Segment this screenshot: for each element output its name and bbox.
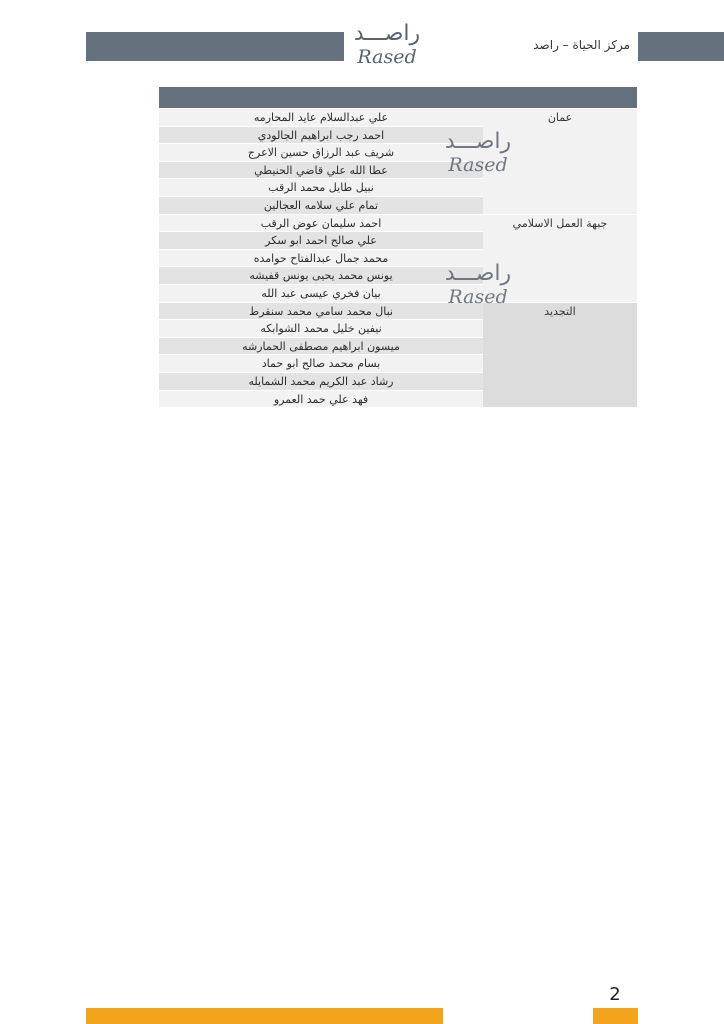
candidate-name: تمام علي سلامه العجالين <box>159 196 483 214</box>
party-name: جبهة العمل الاسلامي <box>483 214 637 302</box>
candidate-name: علي صالح احمد ابو سكر <box>159 231 483 249</box>
candidate-name: شريف عبد الرزاق حسين الاعرج <box>159 143 483 161</box>
candidate-name: ميسون ابراهيم مصطفى الحمارشه <box>159 337 483 355</box>
logo-english: Rased <box>357 46 417 68</box>
rased-watermark <box>436 262 520 308</box>
names-column <box>159 108 483 214</box>
candidate-name: نبال محمد سامي محمد سنقرط <box>159 302 483 320</box>
candidate-name: يونس محمد يحيى يونس قفيشه <box>159 266 483 284</box>
names-column <box>159 302 483 408</box>
header-bar-right <box>638 32 724 61</box>
candidate-name: بيان فخري عيسى عبد الله <box>159 284 483 302</box>
page-header-title: مركز الحياة – راصد <box>533 38 630 52</box>
party-group <box>159 108 637 214</box>
footer-bar-left <box>86 1008 443 1024</box>
candidate-name: علي عبدالسلام عايد المحارمه <box>159 108 483 126</box>
party-group <box>159 302 637 408</box>
candidates-table <box>159 87 637 407</box>
watermark-arabic: راصـــد <box>444 129 512 154</box>
watermark-english: Rased <box>448 286 508 308</box>
candidate-name: رشاد عبد الكريم محمد الشمايله <box>159 372 483 390</box>
candidate-name: فهد علي حمد العمرو <box>159 390 483 408</box>
watermark-english: Rased <box>448 154 508 176</box>
rased-logo <box>340 22 434 68</box>
party-group <box>159 214 637 302</box>
logo-arabic: راصـــد <box>353 21 421 46</box>
header-bar-left <box>86 32 344 61</box>
candidate-name: عطا الله علي قاضي الحنيطي <box>159 161 483 179</box>
names-column <box>159 214 483 302</box>
watermark-arabic: راصـــد <box>444 261 512 286</box>
rased-watermark <box>436 130 520 176</box>
party-name: عمان <box>483 108 637 214</box>
candidate-name: احمد رجب ابراهيم الجالودي <box>159 126 483 144</box>
page-number: 2 <box>609 984 621 1005</box>
candidate-name: احمد سليمان عوض الرقب <box>159 214 483 232</box>
party-name: التجديد <box>483 302 637 408</box>
candidate-name: محمد جمال عبدالفتاح حوامده <box>159 249 483 267</box>
table-header-bar <box>159 87 637 108</box>
candidate-name: بسام محمد صالح ابو حماد <box>159 354 483 372</box>
candidate-name: نبيل طايل محمد الرقب <box>159 178 483 196</box>
candidate-name: نيفين خليل محمد الشوابكه <box>159 319 483 337</box>
footer-bar-right <box>593 1008 638 1024</box>
